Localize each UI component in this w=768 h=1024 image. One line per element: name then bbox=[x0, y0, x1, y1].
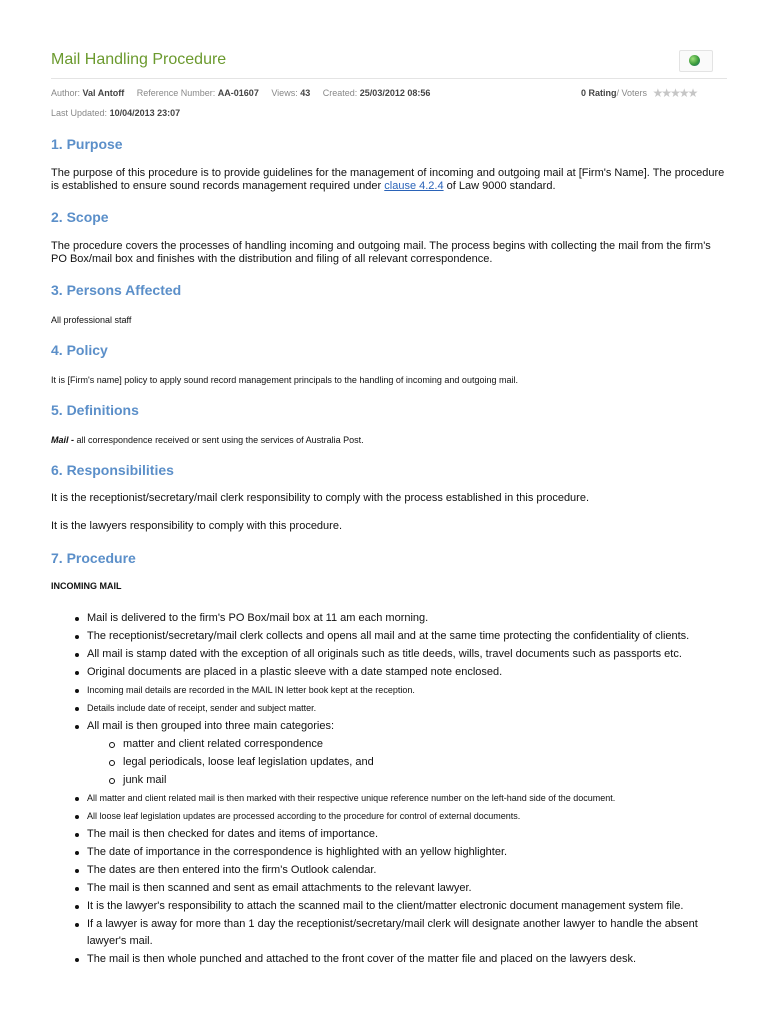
last-updated-row bbox=[51, 108, 180, 118]
responsibilities-text-1: It is the receptionist/secretary/mail clerk responsibility to comply with the process established in this procedure. bbox=[51, 492, 590, 504]
author-value: Val Antoff bbox=[82, 88, 125, 98]
list-item: Incoming mail details are recorded in the MAIL IN letter book kept at the reception. bbox=[51, 682, 711, 699]
heading-policy: 4. Policy bbox=[51, 342, 108, 358]
heading-procedure: 7. Procedure bbox=[51, 550, 136, 566]
list-item: Details include date of receipt, sender and subject matter. bbox=[51, 700, 711, 717]
list-item: The mail is then checked for dates and items of importance. bbox=[51, 826, 711, 843]
sublist-item: junk mail bbox=[87, 772, 711, 789]
persons-text: All professional staff bbox=[51, 315, 132, 325]
language-button[interactable] bbox=[679, 50, 713, 72]
rating-stars-icon[interactable]: ★★★★★ bbox=[652, 86, 697, 100]
metadata-row bbox=[51, 88, 430, 98]
list-item: All loose leaf legislation updates are processed according to the procedure for control of external documents. bbox=[51, 808, 711, 825]
heading-scope: 2. Scope bbox=[51, 209, 109, 225]
list-item: Mail is delivered to the firm's PO Box/mail box at 11 am each morning. bbox=[51, 610, 711, 627]
page-title: Mail Handling Procedure bbox=[51, 51, 227, 68]
created-value: 25/03/2012 08:56 bbox=[359, 88, 431, 98]
heading-responsibilities: 6. Responsibilities bbox=[51, 462, 174, 478]
sublist-item: matter and client related correspondence bbox=[87, 736, 711, 753]
list-item-text: All mail is then grouped into three main categories: bbox=[87, 720, 335, 732]
category-sublist bbox=[87, 736, 711, 789]
incoming-mail-subheading: INCOMING MAIL bbox=[51, 581, 122, 591]
scope-text: The procedure covers the processes of handling incoming and outgoing mail. The process begins with collecting the mail from the firm's PO Box/mail box and finishes with the distribution and filing of all relevant correspondence. bbox=[51, 240, 711, 265]
rating-voters: / Voters bbox=[616, 88, 648, 98]
list-item: The date of importance in the correspondence is highlighted with an yellow highlighter. bbox=[51, 844, 711, 861]
list-item: It is the lawyer's responsibility to attach the scanned mail to the client/matter electronic document management system file. bbox=[51, 898, 711, 915]
definition-term: Mail - bbox=[51, 435, 75, 445]
globe-icon bbox=[689, 55, 700, 66]
clause-link[interactable]: clause 4.2.4 bbox=[384, 180, 444, 192]
list-item: All matter and client related mail is then marked with their respective unique reference number on the left-hand side of the document. bbox=[51, 790, 711, 807]
list-item: The receptionist/secretary/mail clerk collects and opens all mail and at the same time protecting the confidentiality of clients. bbox=[51, 628, 711, 645]
rating-widget bbox=[581, 86, 696, 100]
updated-value: 10/04/2013 23:07 bbox=[109, 108, 181, 118]
views-value: 43 bbox=[300, 88, 311, 98]
list-item-categories bbox=[51, 718, 711, 789]
list-item: The dates are then entered into the firm's Outlook calendar. bbox=[51, 862, 711, 879]
rating-value: 0 Rating bbox=[581, 88, 617, 98]
reference-value: AA-01607 bbox=[217, 88, 259, 98]
author-label: Author: bbox=[51, 88, 81, 98]
definitions-text: Mail - all correspondence received or sent using the services of Australia Post. bbox=[51, 435, 364, 445]
title-divider bbox=[51, 78, 727, 79]
views-label: Views: bbox=[271, 88, 298, 98]
procedure-list bbox=[51, 610, 711, 969]
purpose-text: The purpose of this procedure is to provide guidelines for the management of incoming and outgoing mail at [Firm's Name]. The procedure is established to ensure sound records management required under clause 4.2.4 of Law 9000 standard. bbox=[51, 167, 725, 192]
heading-persons-affected: 3. Persons Affected bbox=[51, 282, 182, 298]
created-label: Created: bbox=[322, 88, 358, 98]
sublist-item: legal periodicals, loose leaf legislation updates, and bbox=[87, 754, 711, 771]
heading-purpose: 1. Purpose bbox=[51, 136, 123, 152]
list-item: Original documents are placed in a plastic sleeve with a date stamped note enclosed. bbox=[51, 664, 711, 681]
list-item: If a lawyer is away for more than 1 day the receptionist/secretary/mail clerk will designate another lawyer to handle the absent lawyer's mail. bbox=[51, 916, 711, 950]
list-item: The mail is then scanned and sent as email attachments to the relevant lawyer. bbox=[51, 880, 711, 897]
responsibilities-text-2: It is the lawyers responsibility to comply with this procedure. bbox=[51, 520, 343, 532]
list-item: All mail is stamp dated with the exception of all originals such as title deeds, wills, travel documents such as passports etc. bbox=[51, 646, 711, 663]
reference-label: Reference Number: bbox=[136, 88, 216, 98]
policy-text: It is [Firm's name] policy to apply sound record management principals to the handling of incoming and outgoing mail. bbox=[51, 375, 518, 385]
heading-definitions: 5. Definitions bbox=[51, 402, 139, 418]
updated-label: Last Updated: bbox=[51, 108, 108, 118]
list-item: The mail is then whole punched and attached to the front cover of the matter file and placed on the lawyers desk. bbox=[51, 951, 711, 968]
